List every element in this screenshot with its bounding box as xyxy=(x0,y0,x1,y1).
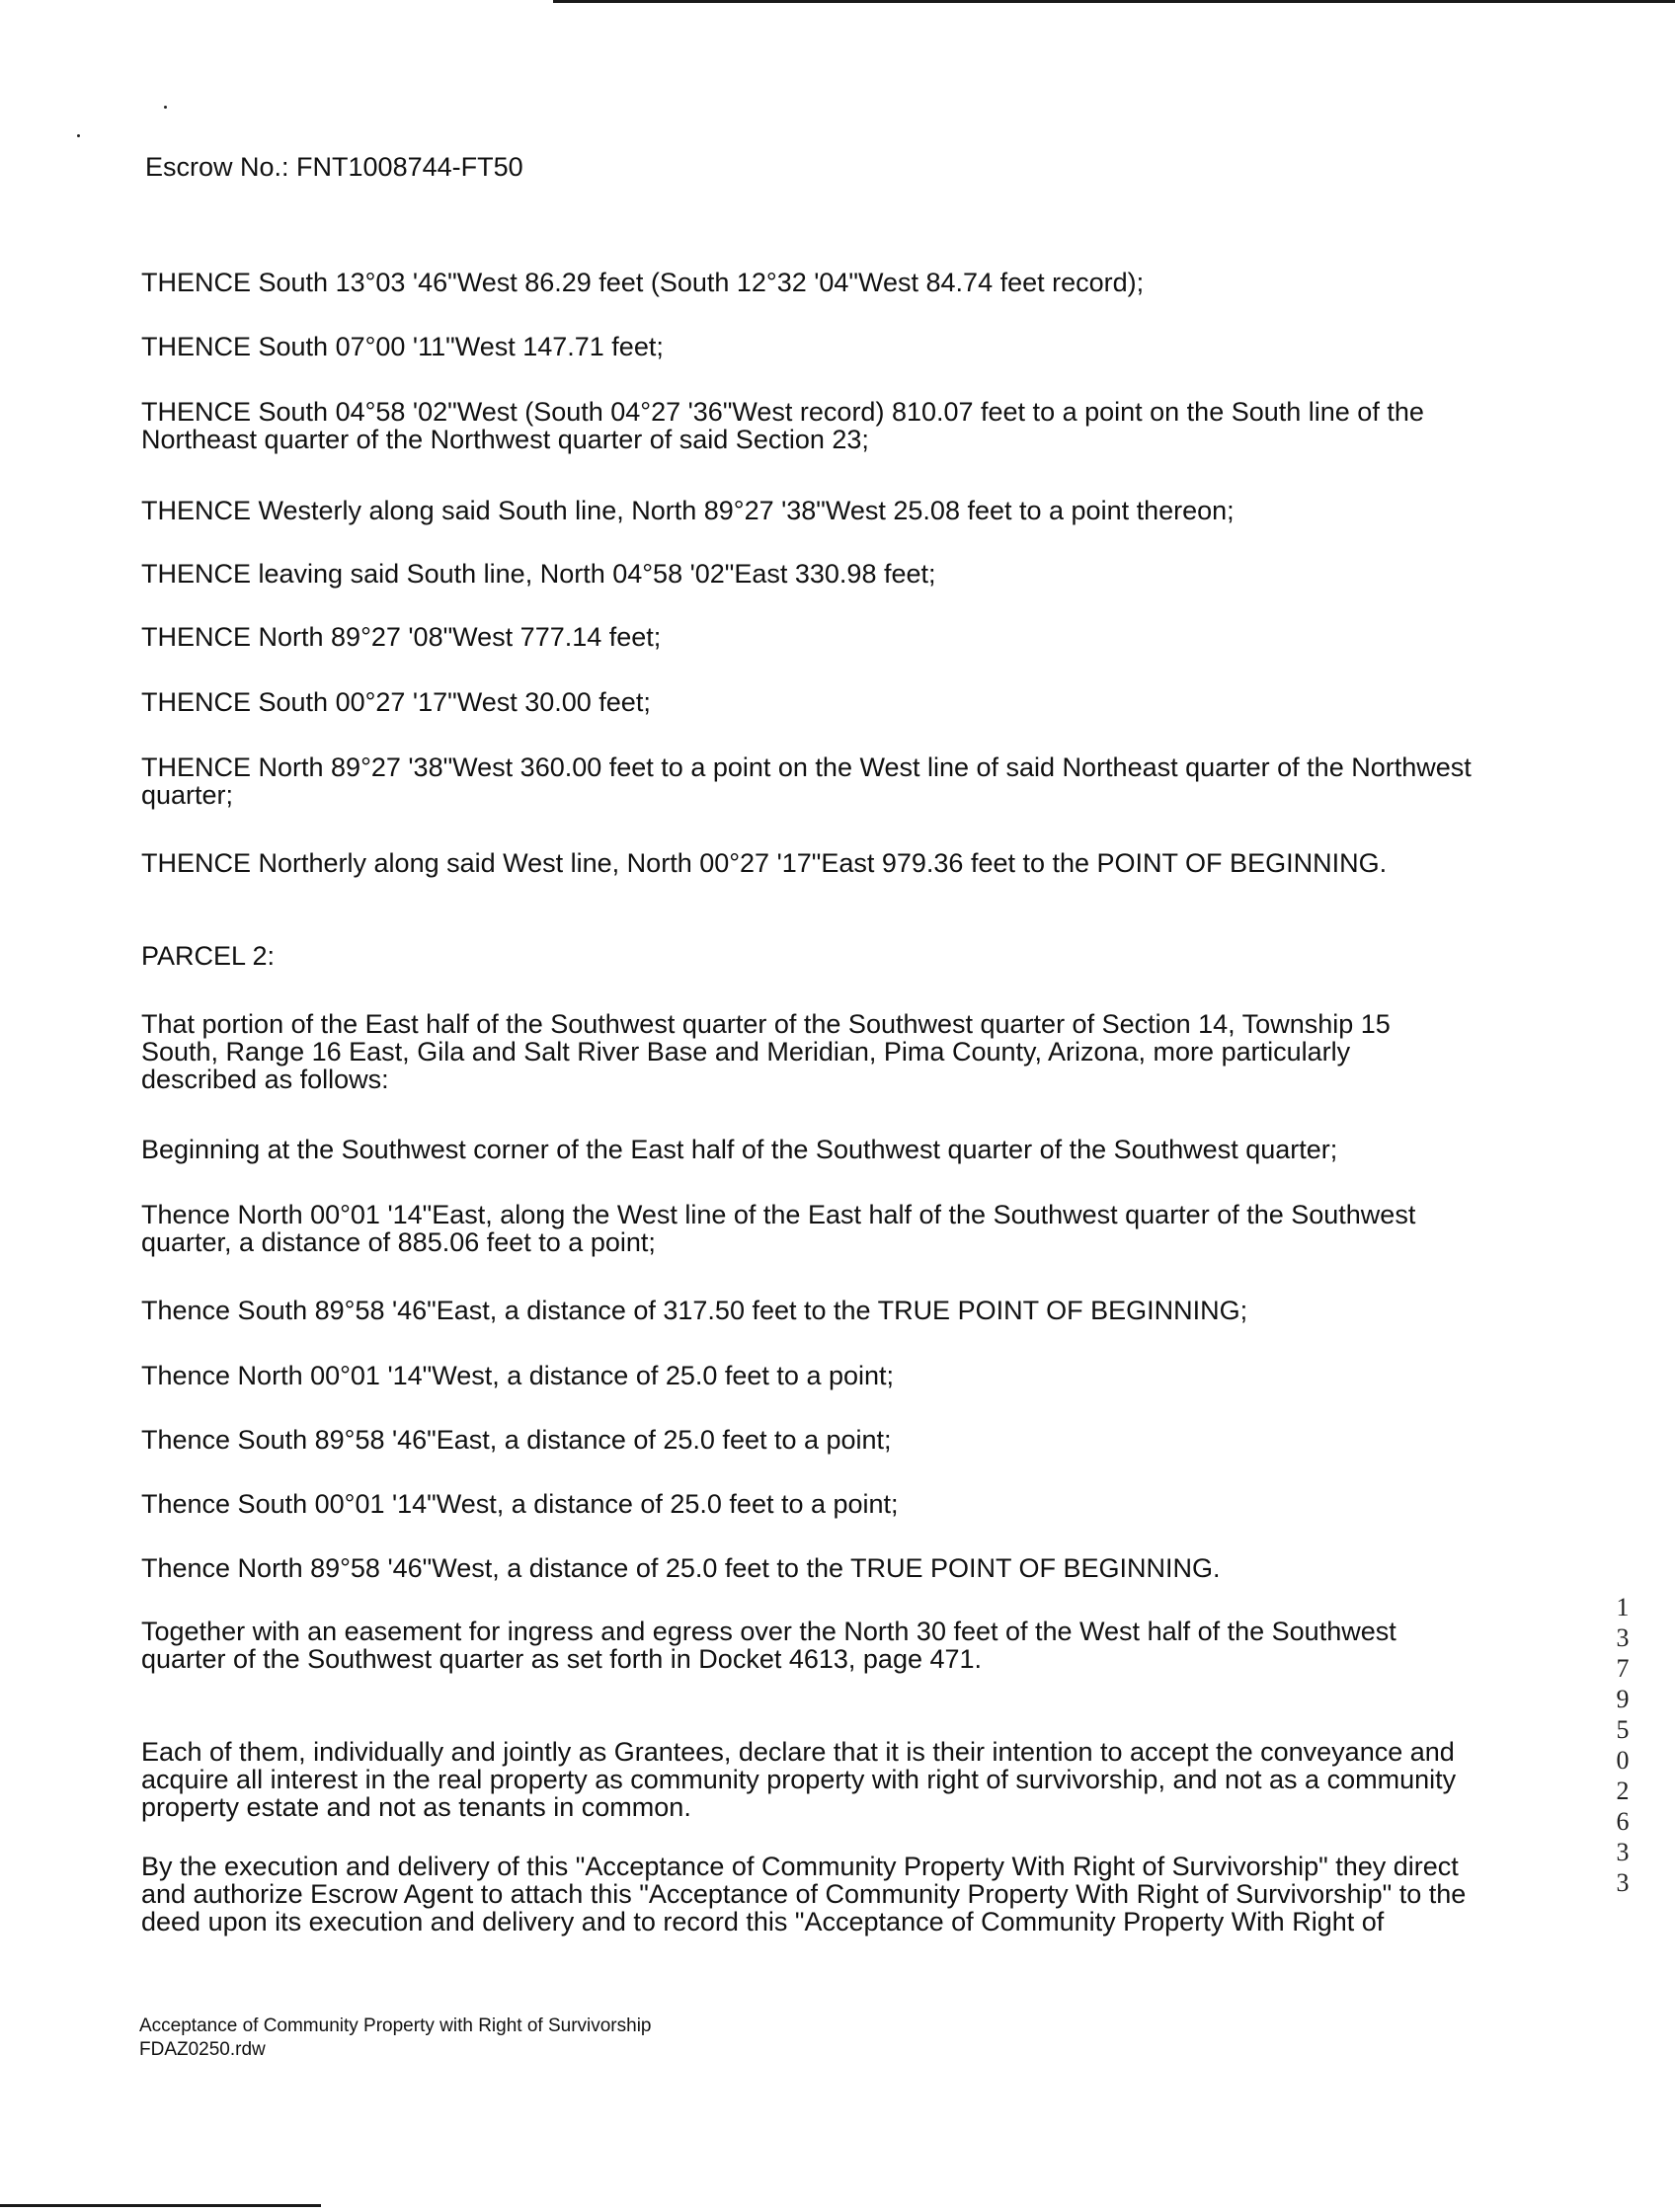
scan-speck xyxy=(164,106,167,109)
legal-description-paragraph: THENCE South 00°27 '17"West 30.00 feet; xyxy=(141,687,651,717)
legal-description-paragraph: That portion of the East half of the Southwest quarter of the Southwest quarter of Section 14, Township 15 South, Range 16 East, Gila and Salt River Base and Meridian, Pima County, Arizona, more particularly described as follows: xyxy=(141,1009,1391,1094)
legal-description-paragraph: Thence North 89°58 '46"West, a distance of 25.0 feet to the TRUE POINT OF BEGINNING. xyxy=(141,1553,1221,1583)
scan-speck xyxy=(77,134,80,137)
legal-description-paragraph: Thence South 89°58 '46"East, a distance of 25.0 feet to a point; xyxy=(141,1425,892,1455)
legal-description-paragraph: THENCE South 04°58 '02"West (South 04°27 '36"West record) 810.07 feet to a point on the South line of the Northeast quarter of the Northwest quarter of said Section 23; xyxy=(141,397,1424,454)
scan-edge-line-top xyxy=(553,0,1675,3)
escrow-number: Escrow No.: FNT1008744-FT50 xyxy=(145,152,523,182)
legal-description-paragraph: THENCE Northerly along said West line, North 00°27 '17"East 979.36 feet to the POINT OF BEGINNING. xyxy=(141,848,1388,878)
recording-stamp-number: 13795 02633 xyxy=(1616,1593,1630,1897)
escrow-authorization-paragraph: By the execution and delivery of this "Acceptance of Community Property With Right of Survivorship" they direct and authorize Escrow Agent to attach this "Acceptance of Community Property With Right of Survivorship" to the deed upon its execution and delivery and to record this "Acceptance of Community Property With Right of xyxy=(141,1852,1467,1936)
legal-description-paragraph: THENCE North 89°27 '08"West 777.14 feet; xyxy=(141,622,662,652)
form-footer xyxy=(139,2014,652,2062)
legal-description-paragraph: THENCE North 89°27 '38"West 360.00 feet to a point on the West line of said Northeast quarter of the Northwest quarter; xyxy=(141,752,1472,810)
legal-description-paragraph: Thence North 00°01 '14"West, a distance of 25.0 feet to a point; xyxy=(141,1361,895,1390)
legal-description-paragraph: Thence North 00°01 '14"East, along the West line of the East half of the Southwest quarter of the Southwest quarter, a distance of 885.06 feet to a point; xyxy=(141,1200,1416,1257)
legal-description-paragraph: THENCE South 13°03 '46"West 86.29 feet (South 12°32 '04"West 84.74 feet record); xyxy=(141,268,1145,297)
legal-description-paragraph: Thence South 89°58 '46"East, a distance of 317.50 feet to the TRUE POINT OF BEGINNING; xyxy=(141,1296,1248,1325)
footer-form-title: Acceptance of Community Property with Right of Survivorship xyxy=(139,2015,652,2036)
legal-description-paragraph: THENCE South 07°00 '11"West 147.71 feet; xyxy=(141,332,664,361)
parcel-heading: PARCEL 2: xyxy=(141,941,276,971)
grantee-declaration-paragraph: Each of them, individually and jointly as Grantees, declare that it is their intention to accept the conveyance and acquire all interest in the real property as community property with right of survivorship, and not as a community property estate and not as tenants in common. xyxy=(141,1737,1457,1822)
legal-description-paragraph: Beginning at the Southwest corner of the East half of the Southwest quarter of the Southwest quarter; xyxy=(141,1135,1338,1164)
easement-paragraph: Together with an easement for ingress and egress over the North 30 feet of the West half of the Southwest quarter of the Southwest quarter as set forth in Docket 4613, page 471. xyxy=(141,1617,1396,1674)
legal-description-paragraph: Thence South 00°01 '14"West, a distance of 25.0 feet to a point; xyxy=(141,1489,899,1519)
scan-edge-line-bottom xyxy=(0,2204,321,2207)
legal-description-paragraph: THENCE leaving said South line, North 04°58 '02"East 330.98 feet; xyxy=(141,559,936,589)
footer-form-code: FDAZ0250.rdw xyxy=(139,2039,266,2060)
legal-description-paragraph: THENCE Westerly along said South line, North 89°27 '38"West 25.08 feet to a point thereon; xyxy=(141,496,1235,525)
